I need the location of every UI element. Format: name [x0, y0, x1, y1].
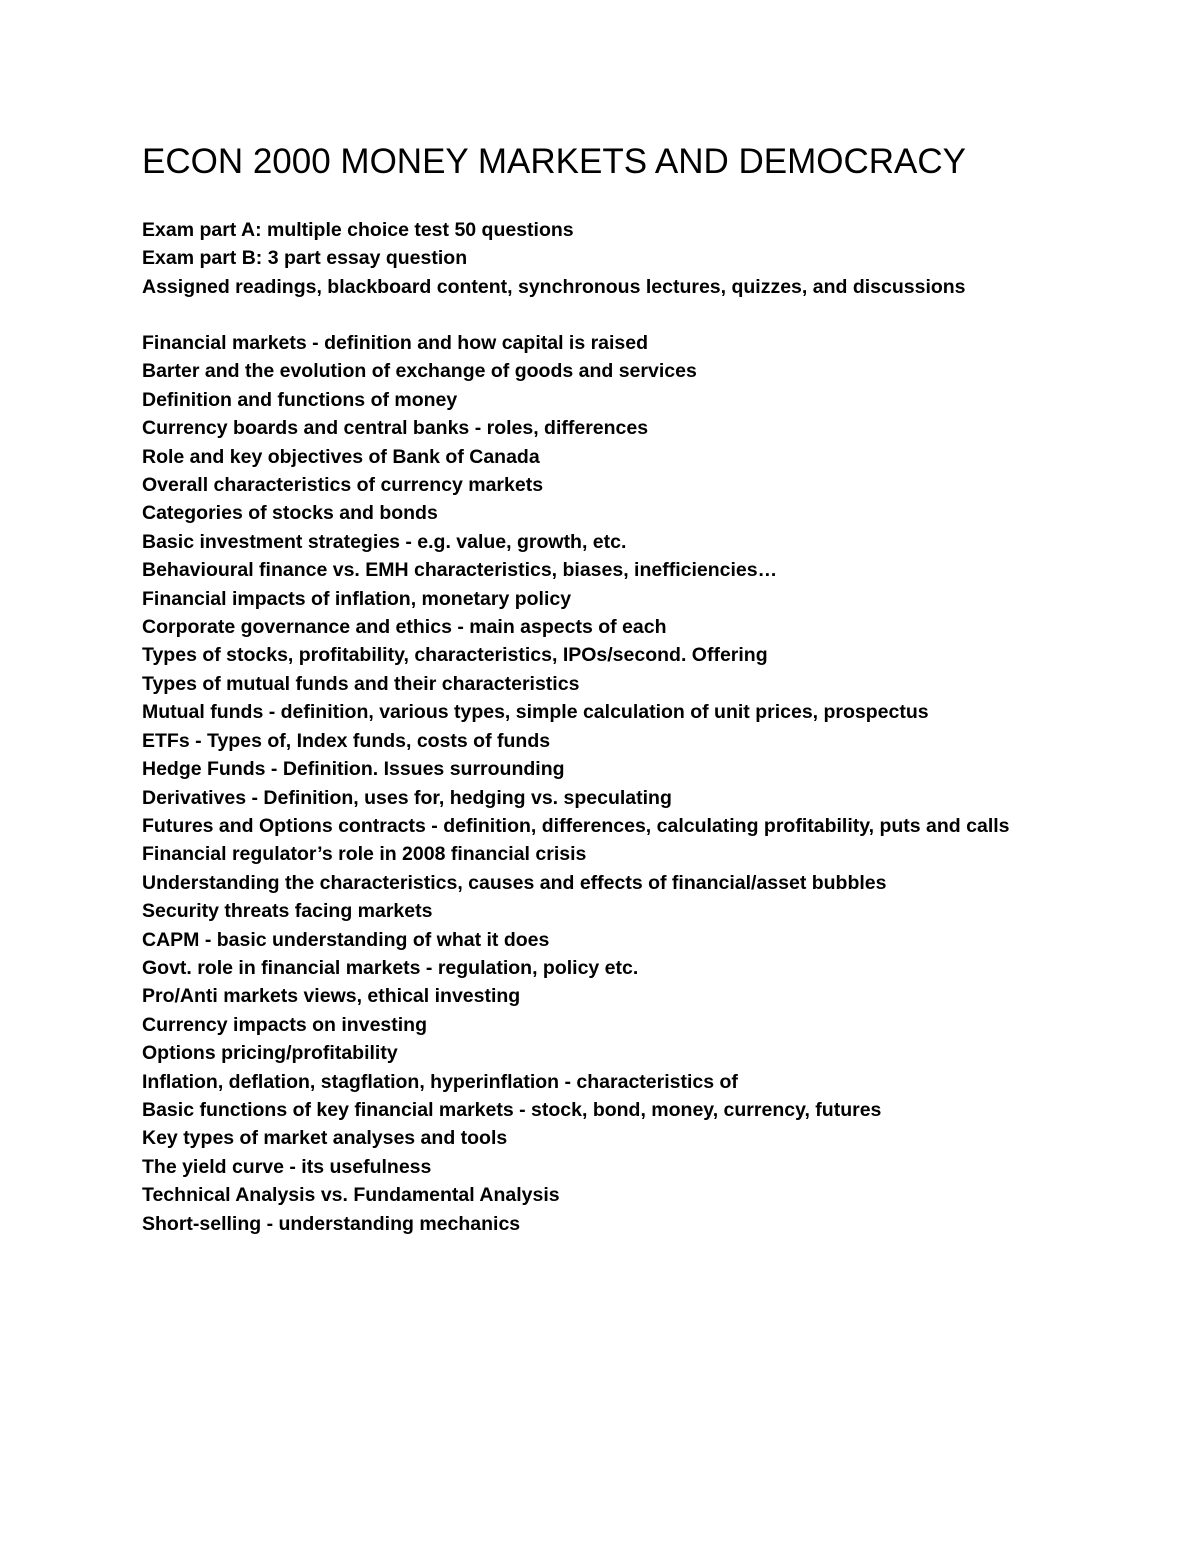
- topic-item: Derivatives - Definition, uses for, hedging vs. speculating: [142, 786, 672, 809]
- topic-item: Govt. role in financial markets - regulation, policy etc.: [142, 956, 639, 979]
- topic-item: Short-selling - understanding mechanics: [142, 1212, 521, 1235]
- topic-item: Financial regulator’s role in 2008 financial crisis: [142, 843, 587, 866]
- topic-item: Barter and the evolution of exchange of goods and services: [142, 360, 697, 383]
- exam-info-line: Exam part B: 3 part essay question: [142, 247, 468, 270]
- exam-info-list: [142, 216, 1102, 301]
- topic-item: Inflation, deflation, stagflation, hyperinflation - characteristics of: [142, 1070, 738, 1093]
- topic-item: Financial impacts of inflation, monetary policy: [142, 587, 572, 610]
- topic-item: Options pricing/profitability: [142, 1042, 398, 1065]
- topic-item: Types of mutual funds and their characteristics: [142, 672, 580, 695]
- topic-item: Pro/Anti markets views, ethical investing: [142, 985, 521, 1008]
- exam-info-line: Assigned readings, blackboard content, synchronous lectures, quizzes, and discussions: [142, 275, 966, 298]
- topic-item: Categories of stocks and bonds: [142, 502, 438, 525]
- topic-item: Futures and Options contracts - definition, differences, calculating profitability, puts and calls: [142, 814, 1010, 837]
- topic-item: ETFs - Types of, Index funds, costs of funds: [142, 729, 551, 752]
- topic-item: Corporate governance and ethics - main aspects of each: [142, 616, 667, 639]
- topic-item: Overall characteristics of currency markets: [142, 474, 544, 497]
- topic-item: Currency boards and central banks - roles, differences: [142, 417, 649, 440]
- exam-info-line: Exam part A: multiple choice test 50 questions: [142, 219, 574, 241]
- topic-item: Currency impacts on investing: [142, 1013, 427, 1036]
- topic-item: Understanding the characteristics, causes and effects of financial/asset bubbles: [142, 871, 887, 894]
- topic-item: Definition and functions of money: [142, 388, 458, 411]
- topic-item: Behavioural finance vs. EMH characteristics, biases, inefficiencies…: [142, 559, 778, 582]
- topic-item: Types of stocks, profitability, characteristics, IPOs/second. Offering: [142, 644, 768, 667]
- topic-item: Role and key objectives of Bank of Canada: [142, 445, 540, 468]
- topic-item: Technical Analysis vs. Fundamental Analysis: [142, 1184, 560, 1207]
- topic-item: Key types of market analyses and tools: [142, 1127, 508, 1150]
- topic-item: Basic functions of key financial markets - stock, bond, money, currency, futures: [142, 1098, 882, 1121]
- document-title: ECON 2000 MONEY MARKETS AND DEMOCRACY: [142, 142, 966, 181]
- topics-list: [142, 329, 1072, 1238]
- topic-item: Financial markets - definition and how capital is raised: [142, 332, 649, 354]
- topic-item: The yield curve - its usefulness: [142, 1155, 432, 1178]
- topic-item: Hedge Funds - Definition. Issues surrounding: [142, 758, 565, 781]
- topic-item: Mutual funds - definition, various types, simple calculation of unit prices, prospectus: [142, 701, 929, 724]
- topic-item: Basic investment strategies - e.g. value, growth, etc.: [142, 530, 627, 553]
- topic-item: CAPM - basic understanding of what it does: [142, 928, 550, 951]
- topic-item: Security threats facing markets: [142, 900, 433, 923]
